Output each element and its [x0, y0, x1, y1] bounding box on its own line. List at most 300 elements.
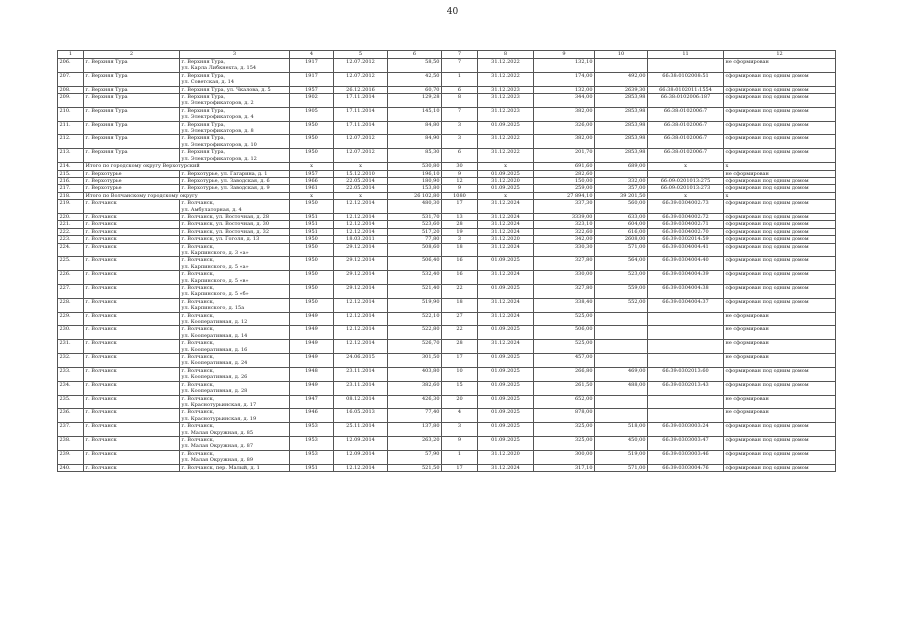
- table-cell: 22: [442, 285, 478, 299]
- table-cell: [595, 340, 648, 354]
- table-cell: 31.12.2022: [478, 135, 534, 149]
- table-cell: 174,00: [534, 72, 595, 86]
- table-cell: г. Верхотурье, ул. Заводская, д. 6: [180, 177, 290, 184]
- table-cell: 12.07.2012: [334, 149, 388, 163]
- table-cell: [595, 59, 648, 73]
- table-cell: 1950: [290, 257, 334, 271]
- table-cell: 01.09.2025: [478, 354, 534, 368]
- table-cell: 1953: [290, 436, 334, 450]
- table-cell: сформирован под одним домом: [724, 72, 836, 86]
- table-cell: 01.09.2025: [478, 423, 534, 437]
- table-cell: г. Волчанск: [84, 326, 180, 340]
- table-cell: 9: [442, 185, 478, 192]
- table-cell: 382,00: [534, 107, 595, 121]
- table-cell: 196,10: [388, 170, 442, 177]
- table-cell: 240.: [58, 464, 84, 471]
- table-cell: 01.09.2025: [478, 409, 534, 423]
- table-cell: 235.: [58, 395, 84, 409]
- table-cell: х: [334, 192, 388, 199]
- table-cell: 31.12.2024: [478, 200, 534, 214]
- table-cell: 8: [442, 94, 478, 108]
- table-cell: 66:38:0102006:7: [648, 121, 724, 135]
- table-cell: 559,00: [595, 285, 648, 299]
- table-cell: 26 102,80: [388, 192, 442, 199]
- table-cell: 325,00: [534, 436, 595, 450]
- table-cell: 330,30: [534, 243, 595, 257]
- table-cell: г. Волчанск: [84, 200, 180, 214]
- table-cell: х: [724, 163, 836, 170]
- table-cell: 17: [442, 464, 478, 471]
- table-cell: не сформирован: [724, 326, 836, 340]
- table-cell: 01.09.2025: [478, 367, 534, 381]
- table-cell: 201,70: [534, 149, 595, 163]
- table-cell: 282,60: [534, 170, 595, 177]
- table-cell: 1948: [290, 367, 334, 381]
- table-cell: г. Волчанск: [84, 312, 180, 326]
- table-cell: 132,10: [534, 59, 595, 73]
- table-cell: 1949: [290, 381, 334, 395]
- table-cell: г. Верхняя Тура, ул. Карла Либкнехта, д. 154: [180, 59, 290, 73]
- table-cell: 1080: [442, 192, 478, 199]
- table-cell: 39 201,50: [595, 192, 648, 199]
- table-cell: 137,80: [388, 423, 442, 437]
- table-cell: сформирован под одним домом: [724, 177, 836, 184]
- table-cell: 633,00: [595, 213, 648, 220]
- table-cell: 20: [442, 395, 478, 409]
- table-cell: г. Волчанск, ул. Амбулаторная, д. 4: [180, 200, 290, 214]
- column-header: 3: [180, 51, 290, 59]
- table-cell: 18: [442, 243, 478, 257]
- table-cell: 261,50: [534, 381, 595, 395]
- table-cell: 60,70: [388, 86, 442, 93]
- table-cell: 12.12.2014: [334, 312, 388, 326]
- table-cell: 215.: [58, 170, 84, 177]
- table-cell: г. Верхняя Тура, ул. Советская, д. 14: [180, 72, 290, 86]
- table-cell: 12.12.2014: [334, 228, 388, 235]
- table-cell: 29.12.2014: [334, 243, 388, 257]
- table-cell: г. Волчанск: [84, 243, 180, 257]
- table-cell: 66:39:0304002:70: [648, 228, 724, 235]
- table-cell: г. Верхняя Тура, ул. Электрофикаторов, д. 4: [180, 107, 290, 121]
- table-row: [58, 72, 836, 86]
- table-row: [58, 409, 836, 423]
- table-cell: 1950: [290, 285, 334, 299]
- table-row: [58, 236, 836, 243]
- table-cell: 517,20: [388, 228, 442, 235]
- column-header: 6: [388, 51, 442, 59]
- table-cell: не сформирован: [724, 395, 836, 409]
- table-cell: [648, 312, 724, 326]
- column-header: 4: [290, 51, 334, 59]
- table-cell: г. Волчанск: [84, 298, 180, 312]
- table-cell: г. Верхняя Тура: [84, 107, 180, 121]
- table-cell: г. Волчанск, ул. Краснотурьинская, д. 17: [180, 395, 290, 409]
- table-cell: 523,60: [388, 221, 442, 228]
- table-cell: г. Волчанск, пер. Малый, д. 1: [180, 464, 290, 471]
- table-header: [58, 51, 836, 59]
- table-cell: 232.: [58, 354, 84, 368]
- table-cell: 66:39:0304004:37: [648, 298, 724, 312]
- table-cell: 7: [442, 107, 478, 121]
- table-cell: 689,00: [595, 163, 648, 170]
- table-cell: г. Волчанск, ул. Восточная, д. 32: [180, 228, 290, 235]
- table-cell: 66:39:0304002:73: [648, 200, 724, 214]
- table-cell: 66:39:0302013:43: [648, 381, 724, 395]
- table-cell: сформирован под одним домом: [724, 381, 836, 395]
- table-cell: 2853,98: [595, 121, 648, 135]
- table-cell: 230.: [58, 326, 84, 340]
- table-row: [58, 135, 836, 149]
- table-cell: Итого по городскому округу Верхотурский: [84, 163, 290, 170]
- table-cell: [648, 395, 724, 409]
- table-cell: 23.11.2014: [334, 367, 388, 381]
- table-cell: 12.12.2014: [334, 221, 388, 228]
- table-cell: г. Волчанск: [84, 340, 180, 354]
- table-cell: г. Верхняя Тура: [84, 86, 180, 93]
- table-cell: 2639,30: [595, 86, 648, 93]
- table-cell: 08.12.2014: [334, 395, 388, 409]
- table-cell: 3: [442, 135, 478, 149]
- column-header: 9: [534, 51, 595, 59]
- table-cell: 234.: [58, 381, 84, 395]
- table-cell: 604,00: [595, 221, 648, 228]
- table-cell: г. Волчанск: [84, 213, 180, 220]
- table-row: [58, 423, 836, 437]
- table-cell: 210.: [58, 107, 84, 121]
- table-cell: [595, 170, 648, 177]
- table-row: [58, 59, 836, 73]
- table-cell: не сформирован: [724, 354, 836, 368]
- table-row: [58, 367, 836, 381]
- table-cell: не сформирован: [724, 312, 836, 326]
- table-cell: 2608,00: [595, 236, 648, 243]
- table-cell: 480,30: [388, 200, 442, 214]
- table-cell: 1950: [290, 121, 334, 135]
- table-cell: 338,40: [534, 298, 595, 312]
- table-cell: г. Волчанск: [84, 257, 180, 271]
- table-cell: 1947: [290, 395, 334, 409]
- table-cell: 327,80: [534, 257, 595, 271]
- table-row: [58, 163, 836, 170]
- table-cell: 228.: [58, 298, 84, 312]
- table-cell: 1917: [290, 59, 334, 73]
- table-cell: 1950: [290, 200, 334, 214]
- table-cell: 3: [442, 121, 478, 135]
- table-row: [58, 121, 836, 135]
- table-cell: 19: [442, 228, 478, 235]
- table-cell: 382,60: [388, 381, 442, 395]
- table-cell: 206.: [58, 59, 84, 73]
- table-row: [58, 298, 836, 312]
- table-cell: сформирован под одним домом: [724, 464, 836, 471]
- table-cell: 66:38:0102006:187: [648, 94, 724, 108]
- table-cell: 25.11.2014: [334, 423, 388, 437]
- table-cell: 01.09.2025: [478, 170, 534, 177]
- table-cell: 12.12.2014: [334, 464, 388, 471]
- table-cell: 66:39:0304004:41: [648, 243, 724, 257]
- table-cell: 342,00: [534, 236, 595, 243]
- table-cell: 31.12.2020: [478, 177, 534, 184]
- table-cell: 31.12.2024: [478, 228, 534, 235]
- table-cell: г. Волчанск: [84, 436, 180, 450]
- table-cell: 1917: [290, 72, 334, 86]
- column-header: 2: [84, 51, 180, 59]
- table-cell: 3: [442, 236, 478, 243]
- table-cell: 28: [442, 221, 478, 228]
- table-cell: 521,40: [388, 285, 442, 299]
- table-cell: 337,30: [534, 200, 595, 214]
- table-cell: 01.09.2025: [478, 395, 534, 409]
- table-cell: 12.09.2014: [334, 450, 388, 464]
- table-cell: 525,00: [534, 312, 595, 326]
- table-cell: 212.: [58, 135, 84, 149]
- table-cell: [595, 409, 648, 423]
- table-cell: 1949: [290, 326, 334, 340]
- table-cell: 77,80: [388, 236, 442, 243]
- column-header: 5: [334, 51, 388, 59]
- table-cell: 01.09.2025: [478, 436, 534, 450]
- table-row: [58, 326, 836, 340]
- table-cell: г. Волчанск: [84, 271, 180, 285]
- table-cell: 31.12.2023: [478, 94, 534, 108]
- table-cell: 27 894,10: [534, 192, 595, 199]
- table-cell: 322,60: [534, 228, 595, 235]
- table-cell: 10: [442, 367, 478, 381]
- column-header: 11: [648, 51, 724, 59]
- table-cell: 31.12.2024: [478, 340, 534, 354]
- table-cell: 17.11.2014: [334, 107, 388, 121]
- table-cell: 1950: [290, 243, 334, 257]
- table-cell: не сформирован: [724, 340, 836, 354]
- table-cell: х: [648, 192, 724, 199]
- table-cell: 12.07.2012: [334, 72, 388, 86]
- table-cell: г. Волчанск, ул. Карпинского, д. 15а: [180, 298, 290, 312]
- table-cell: 66:38:0102006:7: [648, 135, 724, 149]
- table-cell: 17: [442, 354, 478, 368]
- table-cell: г. Волчанск, ул. Малая Окружная, д. 87: [180, 436, 290, 450]
- table-cell: 469,00: [595, 367, 648, 381]
- table-cell: г. Верхняя Тура: [84, 135, 180, 149]
- table-row: [58, 271, 836, 285]
- table-cell: 1951: [290, 228, 334, 235]
- table-cell: 01.09.2025: [478, 285, 534, 299]
- table-cell: 522,80: [388, 326, 442, 340]
- table-cell: 3: [442, 423, 478, 437]
- table-cell: 132,00: [534, 86, 595, 93]
- table-cell: г. Волчанск: [84, 381, 180, 395]
- table-cell: г. Верхотурье: [84, 170, 180, 177]
- table-cell: сформирован под одним домом: [724, 135, 836, 149]
- table-cell: 24.06.2015: [334, 354, 388, 368]
- table-row: [58, 354, 836, 368]
- table-cell: 616,00: [595, 228, 648, 235]
- table-cell: 521,50: [388, 464, 442, 471]
- table-cell: г. Волчанск, ул. Краснотурьинская, д. 19: [180, 409, 290, 423]
- table-cell: 691,60: [534, 163, 595, 170]
- table-cell: 266,80: [534, 367, 595, 381]
- table-cell: не сформирован: [724, 59, 836, 73]
- table-cell: г. Волчанск: [84, 450, 180, 464]
- table-cell: 15.12.2010: [334, 170, 388, 177]
- column-header: 8: [478, 51, 534, 59]
- table-cell: 58,50: [388, 59, 442, 73]
- table-row: [58, 450, 836, 464]
- table-cell: г. Волчанск, ул. Кооперативная, д. 24: [180, 354, 290, 368]
- table-cell: 300,00: [534, 450, 595, 464]
- table-body: [58, 59, 836, 472]
- table-cell: 236.: [58, 409, 84, 423]
- table-cell: 31.12.2024: [478, 243, 534, 257]
- table-cell: 1957: [290, 86, 334, 93]
- table-cell: 13: [442, 213, 478, 220]
- table-cell: 222.: [58, 228, 84, 235]
- table-row: [58, 436, 836, 450]
- table-cell: 225.: [58, 257, 84, 271]
- table-cell: сформирован под одним домом: [724, 185, 836, 192]
- table-cell: 231.: [58, 340, 84, 354]
- table-cell: [648, 170, 724, 177]
- table-cell: сформирован под одним домом: [724, 243, 836, 257]
- table-cell: г. Верхняя Тура: [84, 59, 180, 73]
- table-cell: 31.12.2020: [478, 236, 534, 243]
- table-cell: г. Волчанск, ул. Кооперативная, д. 28: [180, 381, 290, 395]
- table-cell: 6: [442, 149, 478, 163]
- table-cell: 519,00: [595, 450, 648, 464]
- table-cell: 66:39:0302014:59: [648, 236, 724, 243]
- table-cell: 66:39:0302013:60: [648, 367, 724, 381]
- table-cell: 552,00: [595, 298, 648, 312]
- table-cell: 28: [442, 340, 478, 354]
- table-cell: 506,00: [534, 326, 595, 340]
- table-cell: 1949: [290, 354, 334, 368]
- table-cell: сформирован под одним домом: [724, 236, 836, 243]
- table-cell: 12.09.2014: [334, 436, 388, 450]
- table-cell: не сформирован: [724, 170, 836, 177]
- table-cell: г. Волчанск: [84, 354, 180, 368]
- table-cell: г. Волчанск, ул. Карпинского, д. 5 «а»: [180, 257, 290, 271]
- table-cell: 31.12.2024: [478, 464, 534, 471]
- table-cell: 31.12.2023: [478, 107, 534, 121]
- table-cell: г. Верхотурье, ул. Заводская, д. 9: [180, 185, 290, 192]
- table-cell: 239.: [58, 450, 84, 464]
- table-cell: сформирован под одним домом: [724, 86, 836, 93]
- table-cell: [648, 354, 724, 368]
- table-cell: г. Верхняя Тура, ул. Электрофикаторов, д. 2: [180, 94, 290, 108]
- table-row: [58, 285, 836, 299]
- table-cell: 1953: [290, 450, 334, 464]
- table-cell: 326,00: [534, 121, 595, 135]
- table-row: [58, 185, 836, 192]
- table-cell: 2853,98: [595, 149, 648, 163]
- table-cell: 237.: [58, 423, 84, 437]
- table-cell: 84,80: [388, 121, 442, 135]
- table-cell: 522,10: [388, 312, 442, 326]
- table-row: [58, 395, 836, 409]
- table-cell: 457,00: [534, 354, 595, 368]
- table-cell: 66:09:0201013:273: [648, 185, 724, 192]
- table-cell: 01.09.2025: [478, 381, 534, 395]
- table-cell: 12.07.2012: [334, 135, 388, 149]
- table-cell: 153,80: [388, 185, 442, 192]
- table-cell: 12: [442, 177, 478, 184]
- table-cell: 213.: [58, 149, 84, 163]
- table-cell: 208.: [58, 86, 84, 93]
- table-cell: 145,10: [388, 107, 442, 121]
- table-cell: 16: [442, 271, 478, 285]
- table-cell: 42,50: [388, 72, 442, 86]
- table-cell: 1961: [290, 185, 334, 192]
- table-cell: сформирован под одним домом: [724, 450, 836, 464]
- table-cell: 344,00: [534, 94, 595, 108]
- table-cell: г. Верхняя Тура, ул. Чкалова, д. 5: [180, 86, 290, 93]
- table-cell: г. Волчанск, ул. Малая Окружная, д. 89: [180, 450, 290, 464]
- table-cell: 325,00: [534, 423, 595, 437]
- table-cell: х: [334, 163, 388, 170]
- table-cell: 492,00: [595, 72, 648, 86]
- table-cell: 1950: [290, 298, 334, 312]
- table-row: [58, 213, 836, 220]
- table-cell: 224.: [58, 243, 84, 257]
- table-cell: г. Волчанск: [84, 367, 180, 381]
- table-cell: 564,00: [595, 257, 648, 271]
- table-cell: 17.11.2014: [334, 121, 388, 135]
- table-cell: сформирован под одним домом: [724, 367, 836, 381]
- table-cell: г. Волчанск: [84, 423, 180, 437]
- table-cell: 518,00: [595, 423, 648, 437]
- table-cell: 57,90: [388, 450, 442, 464]
- table-cell: 66:39:0303003:24: [648, 423, 724, 437]
- table-cell: г. Верхняя Тура: [84, 149, 180, 163]
- table-cell: 18.03.2011: [334, 236, 388, 243]
- table-cell: 403,80: [388, 367, 442, 381]
- table-cell: 77,40: [388, 409, 442, 423]
- table-cell: 01.09.2025: [478, 185, 534, 192]
- table-cell: 1951: [290, 221, 334, 228]
- table-cell: 17.11.2014: [334, 94, 388, 108]
- table-cell: 221.: [58, 221, 84, 228]
- table-row: [58, 177, 836, 184]
- table-cell: г. Верхняя Тура: [84, 94, 180, 108]
- table-row: [58, 107, 836, 121]
- table-row: [58, 86, 836, 93]
- column-header: 10: [595, 51, 648, 59]
- table-cell: х: [724, 192, 836, 199]
- table-cell: 220.: [58, 213, 84, 220]
- table-cell: г. Волчанск, ул. Карпинского, д. 5 «в»: [180, 271, 290, 285]
- table-cell: 01.09.2025: [478, 257, 534, 271]
- table-cell: 382,00: [534, 135, 595, 149]
- table-cell: 214.: [58, 163, 84, 170]
- table-cell: г. Верхотурье: [84, 185, 180, 192]
- table-cell: г. Волчанск: [84, 464, 180, 471]
- table-cell: г. Верхняя Тура: [84, 121, 180, 135]
- table-cell: 66:39:0304004:39: [648, 271, 724, 285]
- header-row: [58, 51, 836, 59]
- table-cell: 12.12.2014: [334, 213, 388, 220]
- table-cell: 16: [442, 257, 478, 271]
- table-cell: 66:38:0102006:7: [648, 149, 724, 163]
- table-cell: сформирован под одним домом: [724, 121, 836, 135]
- table-cell: не сформирован: [724, 409, 836, 423]
- table-cell: 31.12.2022: [478, 149, 534, 163]
- table-cell: 526,70: [388, 340, 442, 354]
- table-cell: х: [290, 192, 334, 199]
- table-row: [58, 170, 836, 177]
- table-cell: г. Верхотурье: [84, 177, 180, 184]
- table-cell: 9: [442, 170, 478, 177]
- table-cell: 532,40: [388, 271, 442, 285]
- table-cell: 263,20: [388, 436, 442, 450]
